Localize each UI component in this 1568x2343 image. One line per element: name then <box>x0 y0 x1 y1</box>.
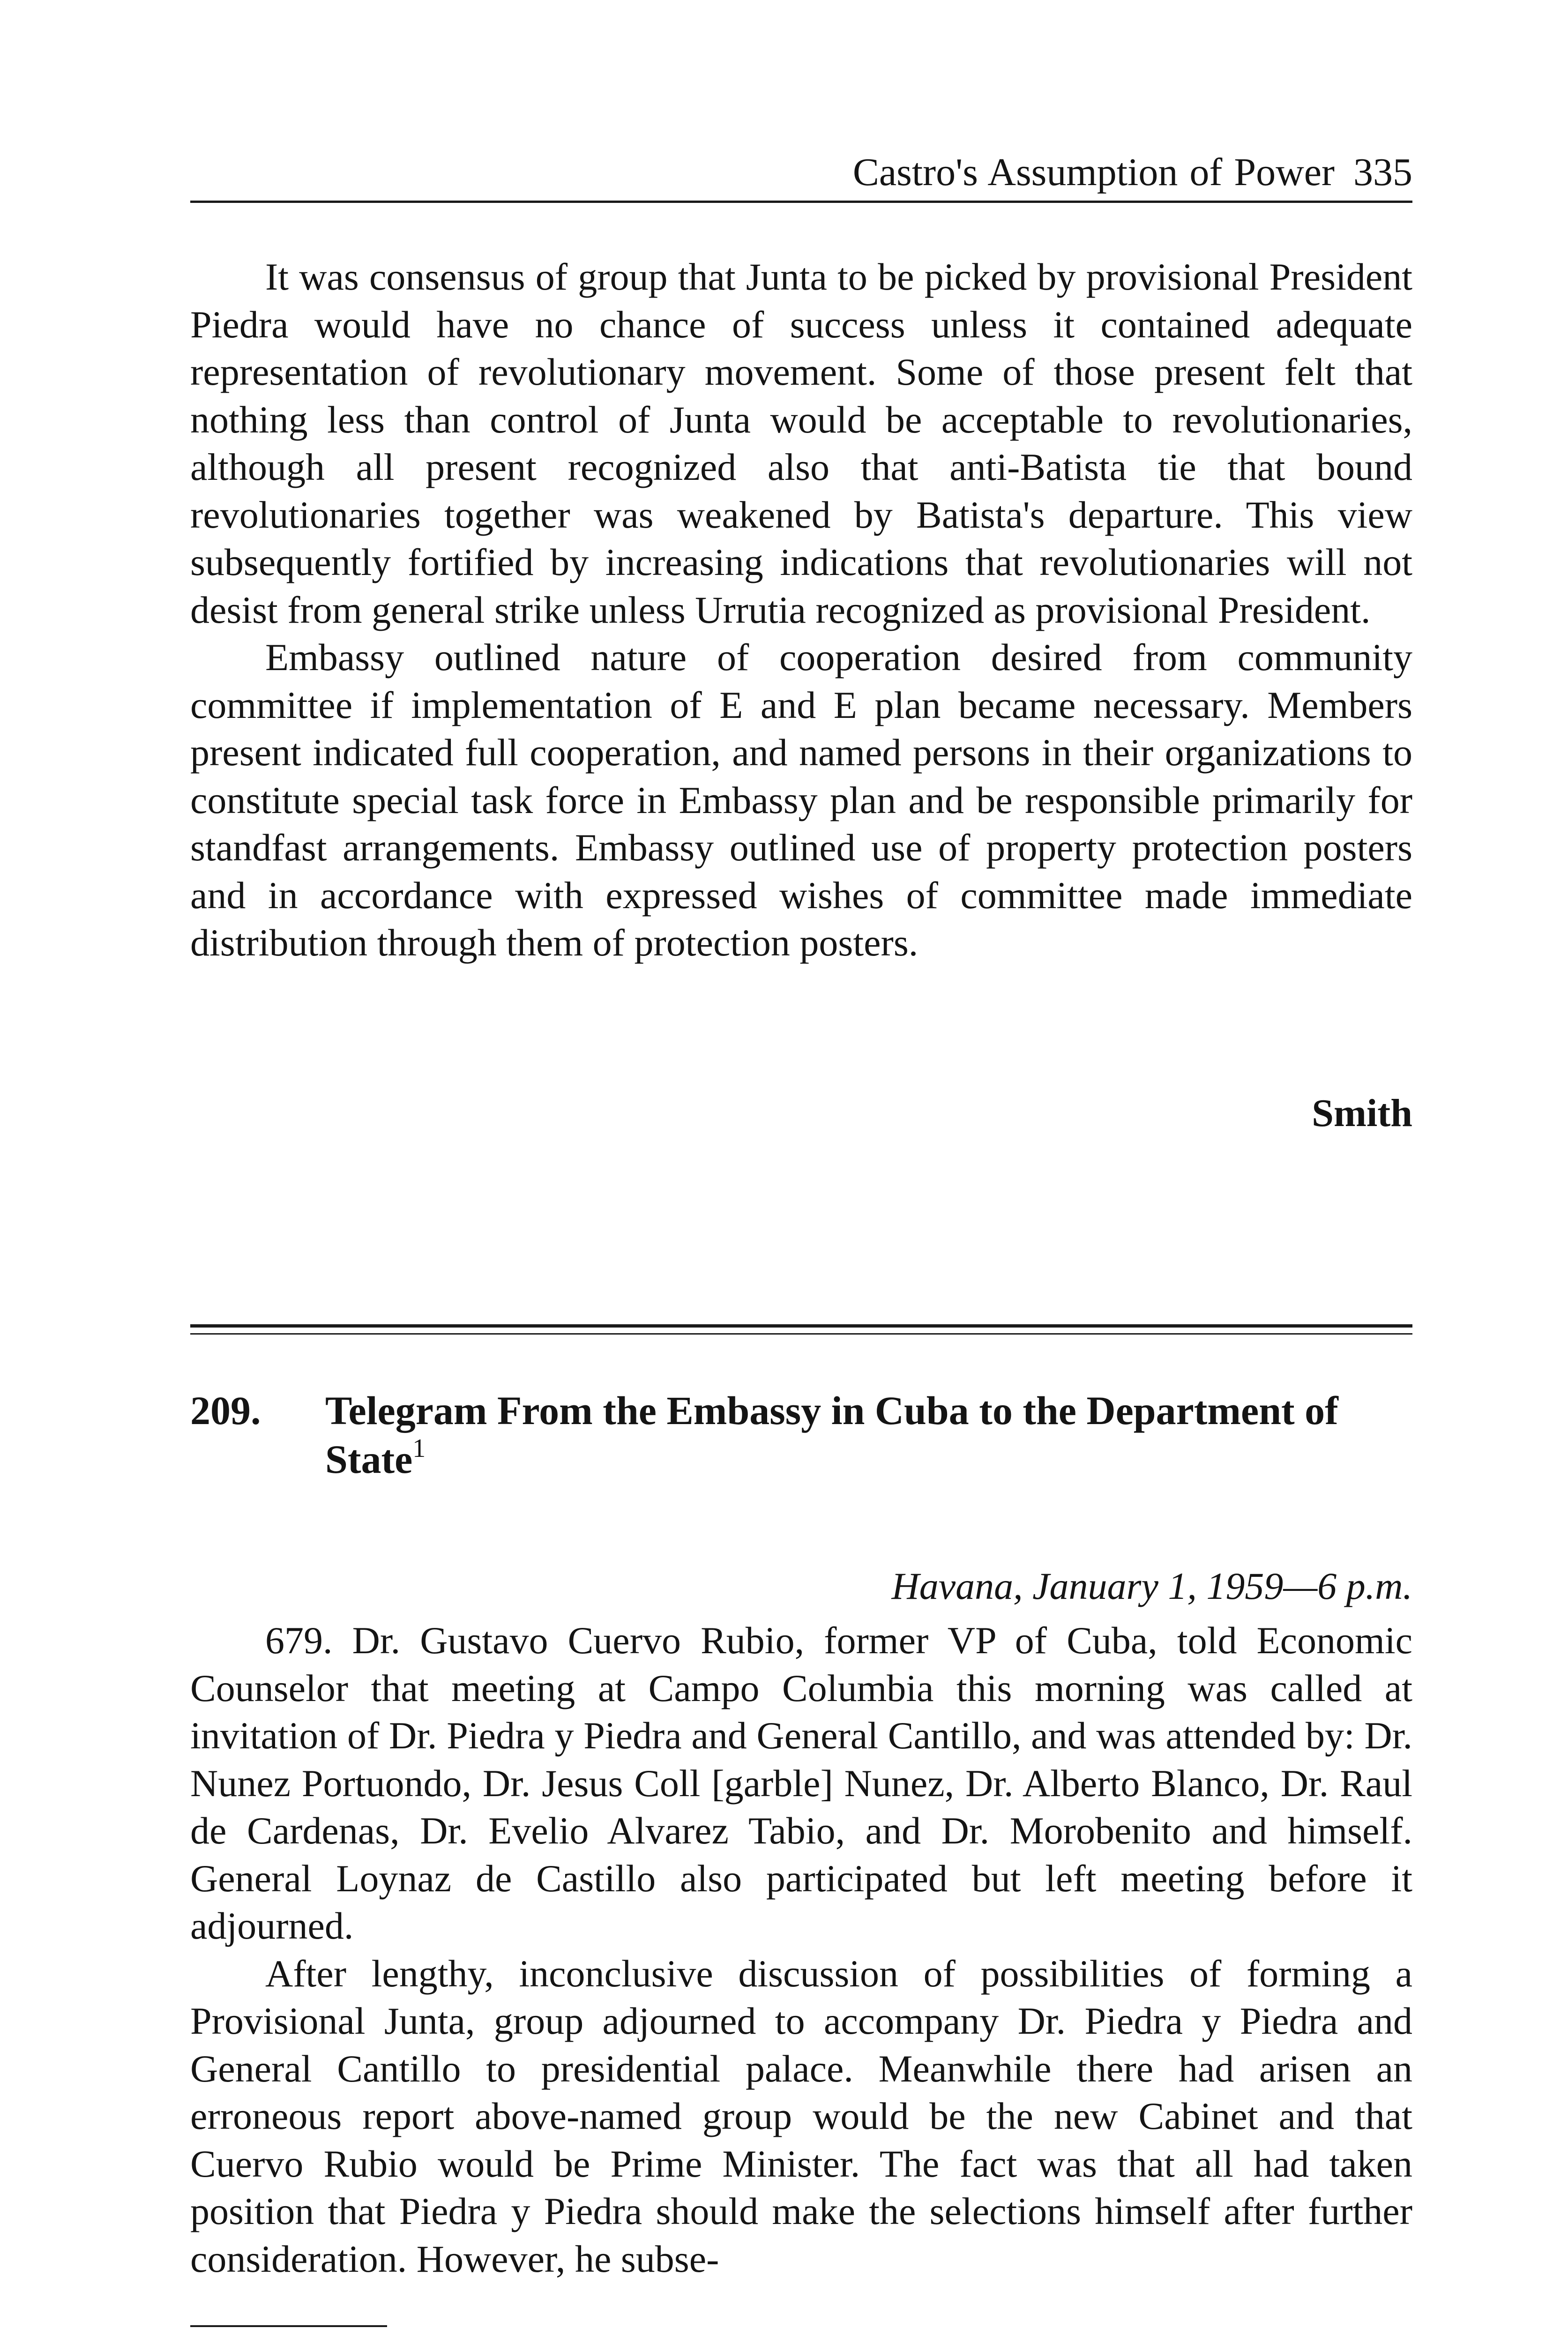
document-title-text: Telegram From the Embassy in Cuba to the Department of State <box>325 1388 1338 1482</box>
document-number: 209. <box>190 1388 261 1433</box>
previous-document-body <box>190 253 1412 967</box>
page-number: 335 <box>1353 150 1412 194</box>
body-paragraph: 679. Dr. Gustavo Cuervo Rubio, former VP of Cuba, told Economic Counselor that meeting at Campo Columbia this morning was called at invitation of Dr. Piedra y Piedra and General Cantillo, and was attended by: Dr. Nunez Portuondo, Dr. Jesus Coll [garble] Nunez, Dr. Alberto Blanco, Dr. Raul de Cardenas, Dr. Evelio Alvarez Tabio, and Dr. Morobenito and himself. General Loynaz de Castillo also participated but left meeting before it adjourned. <box>190 1619 1412 1947</box>
body-paragraph: Embassy outlined nature of cooperation desired from community committee if implementation of E and E plan became necessary. Members present indicated full cooperation, and named persons in their organizations to constitute special task force in Embassy plan and be responsible primarily for standfast arrangements. Embassy outlined use of property protection posters and in accordance with expressed wishes of committee made immediate distribution through them of protection posters. <box>190 636 1412 964</box>
dateline: Havana, January 1, 1959—6 p.m. <box>891 1565 1412 1607</box>
body-paragraph: It was consensus of group that Junta to be picked by provisional President Piedra would have no chance of success unless it contained adequate representation of revolutionary movement. Some of those present felt that nothing less than control of Junta would be acceptable to revolutionaries, although all present recognized also that anti-Batista tie that bound revolutionaries together was weakened by Batista's departure. This view subsequently fortified by increasing indications that revolutionaries will not desist from general strike unless Urrutia recognized as provisional President. <box>190 255 1412 631</box>
footnote-rule <box>190 2325 387 2327</box>
running-title: Castro's Assumption of Power <box>852 150 1335 194</box>
document-title <box>325 1386 1417 1484</box>
document-separator-rule-thin <box>190 1333 1412 1335</box>
document-body <box>190 1617 1412 2283</box>
signature: Smith <box>1312 1091 1412 1135</box>
running-head <box>190 149 1412 196</box>
header-rule <box>190 201 1412 203</box>
document-separator-rule <box>190 1324 1412 1328</box>
footnote-reference[interactable]: 1 <box>412 1434 426 1463</box>
body-paragraph: After lengthy, inconclusive discussion of possibilities of forming a Provisional Junta, group adjourned to accompany Dr. Piedra y Piedra and General Cantillo to presidential palace. Meanwhile there had arisen an erroneous report above-named group would be the new Cabinet and that Cuervo Rubio would be Prime Minister. The fact was that all had taken position that Piedra y Piedra should make the selections himself after further consideration. However, he subse- <box>190 1952 1412 2280</box>
